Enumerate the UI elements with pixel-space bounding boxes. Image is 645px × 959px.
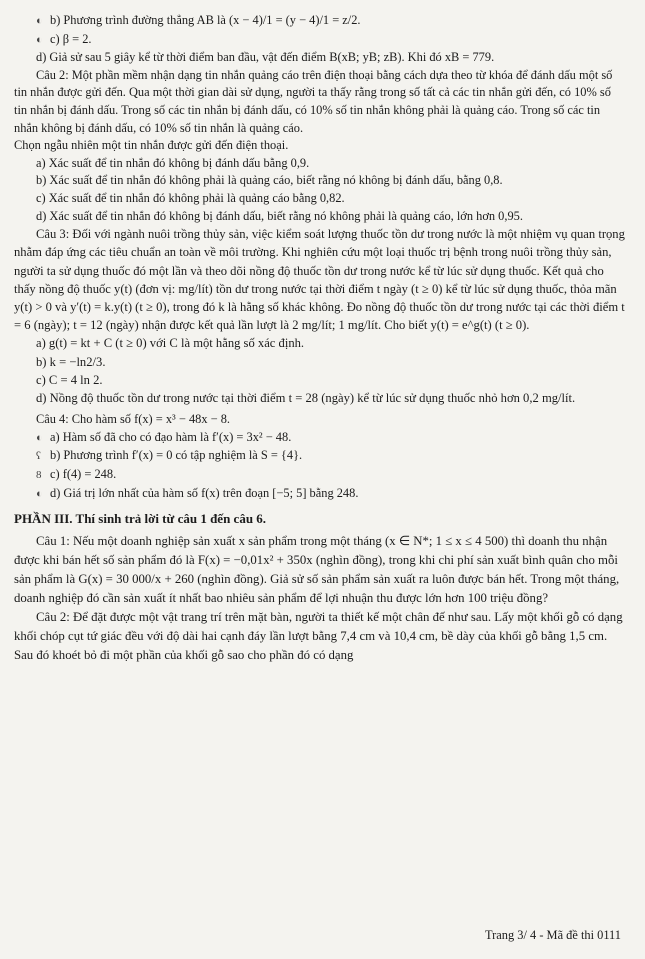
question-2: Câu 2: Một phần mềm nhận dạng tin nhắn quảng cáo trên điện thoại bằng cách dựa theo từ khóa để đánh dấu một số tin nhắn được gửi đến. Qua một thời gian dài sử dụng, người ta thấy rằng trong số tất cả các tin nhắn gửi đến, có 10% số tin nhắn bị đánh dấu. Trong số các tin nhắn bị đánh dấu, có 10% số tin nhắn không phải là quảng cáo. Trong số các tin nhắn không bị đánh dấu, có 10% số tin nhắn là quảng cáo. [14,67,613,135]
q3-option-d: d) Nồng độ thuốc tồn dư trong nước tại thời điểm t = 28 (ngày) kể từ lúc sử dụng thuốc nhỏ hơn 0,2 mg/lít. [36,390,576,405]
part-3-heading: PHẦN III. Thí sinh trả lời từ câu 1 đến câu 6. [14,511,267,527]
handwritten-mark-icon: ◐ [36,431,43,444]
q4-option-b: ʕ b) Phương trình f′(x) = 0 có tập nghiệm là S = {4}. [14,447,627,466]
q1-option-b: ◐ b) Phương trình đường thẳng AB là (x − 4)/1 = (y − 4)/1 = z/2. [14,12,627,31]
handwritten-mark-icon: 8 [36,468,42,481]
question-3: Câu 3: Đối với ngành nuôi trồng thủy sản, việc kiểm soát lượng thuốc tồn dư trong nước là một nhiệm vụ quan trọng nhằm đáp ứng các tiêu chuẩn an toàn về môi trường. Khi nghiên cứu một loại thuốc trị bệnh trong nuôi trồng thủy sản, người ta sử dụng thuốc đó một lần và theo dõi nồng độ thuốc tồn dư trong nước kể từ lúc sử dụng thuốc. Kết quả cho thấy nồng độ thuốc y(t) (đơn vị: mg/lít) tồn dư trong nước tại thời điểm t ngày (t ≥ 0) kể từ lúc sử dụng thuốc, thỏa mãn y(t) > 0 và y′(t) = k.y(t) (t ≥ 0), trong đó k là hằng số khác không. Đo nồng độ thuốc tồn dư trong nước tại các thời điểm t = 6 (ngày); t = 12 (ngày) nhận được kết quả lần lượt là 2 mg/lít; 1 mg/lít. Cho biết y(t) = e^g(t) (t ≥ 0). [14,227,625,333]
page-footer: Trang 3/ 4 - Mã đề thi 0111 [485,928,621,943]
q2-option-d: d) Xác suất để tin nhắn đó không bị đánh dấu, biết rằng nó không phải là quảng cáo, lớn hơn 0,95. [36,208,523,223]
handwritten-mark-icon: ◐ [36,487,43,500]
part3-question-2: Câu 2: Để đặt được một vật trang trí trên mặt bàn, người ta thiết kế một chân đế như sau. Lấy một khối gỗ có dạng khối chóp cụt tứ giác đều với độ dài hai cạnh đáy lần lượt bằng 7,4 cm và 10,4 cm, bề dày của khối gỗ bằng 1,5 cm. Sau đó khoét bỏ đi một phần của khối gỗ sao cho phần đó có dạng [14,610,623,663]
handwritten-mark-icon: ◐ [36,15,43,27]
q3-option-b: b) k = −ln2/3. [36,354,106,369]
q1-option-c: ◐ c) β = 2. [14,31,627,50]
q4-option-a: ◐ a) Hàm số đã cho có đạo hàm là f′(x) = 3x² − 48. [14,429,627,448]
part3-question-1: Câu 1: Nếu một doanh nghiệp sản xuất x sản phẩm trong một tháng (x ∈ N*; 1 ≤ x ≤ 4 500) thì doanh thu nhận được khi bán hết số sản phẩm đó là F(x) = −0,01x² + 350x (nghìn đồng), trong khi chi phí sản xuất bình quân cho mỗi sản phẩm là G(x) = 30 000/x + 260 (nghìn đồng). Giả sử số sản phẩm sản xuất ra luôn được bán hết. Trong một tháng, doanh nghiệp đó cần sản xuất ít nhất bao nhiêu sản phẩm để lợi nhuận thu được lớn hơn 100 triệu đồng? [14,534,620,606]
q1-option-d: d) Giả sử sau 5 giây kể từ thời điểm ban đầu, vật đến điểm B(xB; yB; zB). Khi đó xB = 779. [36,50,495,65]
handwritten-mark-icon: ◐ [36,33,43,46]
question-4: Câu 4: Cho hàm số f(x) = x³ − 48x − 8. [36,412,231,427]
q2-option-b: b) Xác suất để tin nhắn đó không phải là quảng cáo, biết rằng nó không bị đánh dấu, bằng 0,8. [36,173,503,188]
question-2-instruction: Chọn ngẫu nhiên một tin nhắn được gửi đến điện thoại. [14,138,289,153]
q2-option-c: c) Xác suất để tin nhắn đó không phải là quảng cáo bằng 0,82. [36,190,345,205]
handwritten-mark-icon: ʕ [36,450,41,463]
q4-option-d: ◐ d) Giá trị lớn nhất của hàm số f(x) trên đoạn [−5; 5] bằng 248. [14,485,627,504]
q3-option-c: c) C = 4 ln 2. [36,372,103,387]
q4-option-c: 8 c) f(4) = 248. [14,466,627,485]
q2-option-a: a) Xác suất để tin nhắn đó không bị đánh dấu bằng 0,9. [36,155,310,170]
q3-option-a: a) g(t) = kt + C (t ≥ 0) với C là một hằng số xác định. [36,336,305,351]
